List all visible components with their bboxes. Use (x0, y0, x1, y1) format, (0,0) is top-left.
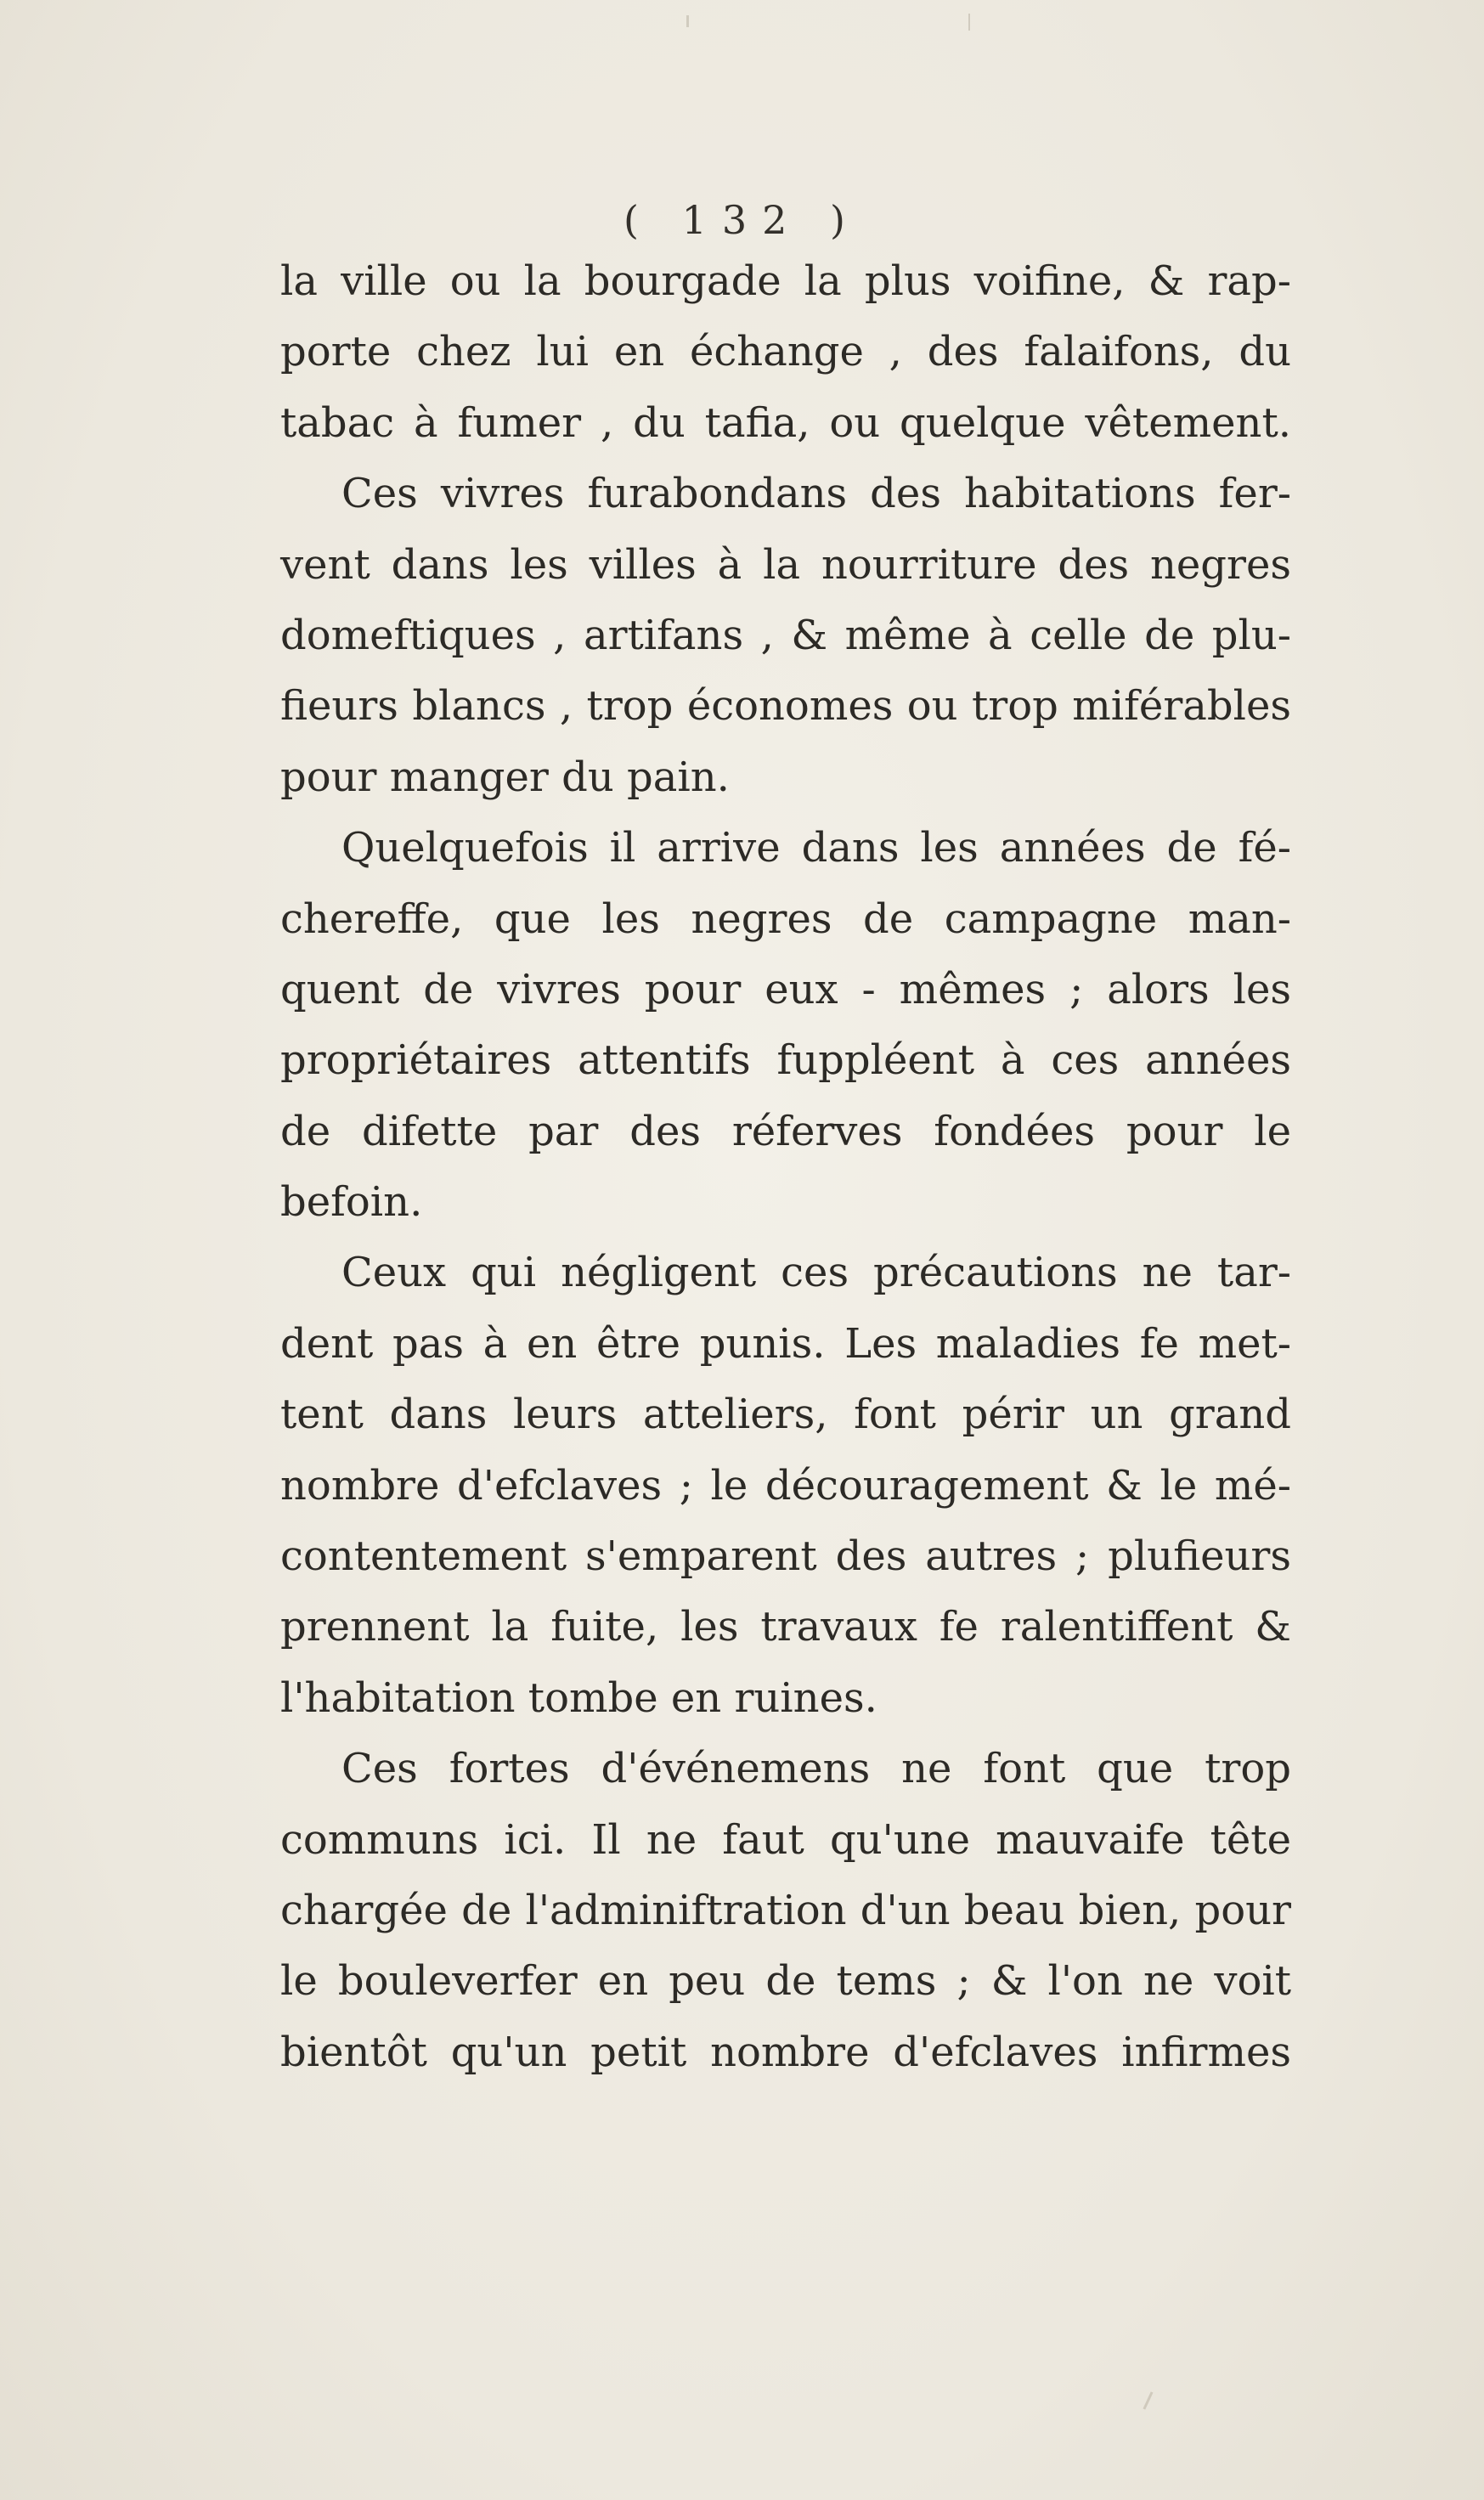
text-line: Quelquefois il arrive dans les années de fé- (341, 824, 1291, 872)
paper-fleck (968, 14, 970, 31)
text-line: fieurs blancs , trop économes ou trop miférables (280, 682, 1291, 731)
body-text (280, 246, 1291, 2088)
text-line: l'habitation tombe en ruines. (280, 1673, 877, 1722)
text-line: pour manger du pain. (280, 753, 730, 801)
text-line: de difette par des réferves fondées pour le (280, 1107, 1291, 1155)
text-line: le bouleverfer en peu de tems ; & l'on ne voit (280, 1957, 1291, 2006)
paper-fleck (1143, 2391, 1153, 2409)
text-line: vent dans les villes à la nourriture des negres (280, 540, 1291, 589)
text-line: contentement s'emparent des autres ; plufieurs (280, 1532, 1291, 1581)
text-line: la ville ou la bourgade la plus voifine, & rap- (280, 257, 1291, 305)
text-line: chargée de l'adminiftration d'un beau bien, pour (280, 1886, 1291, 1934)
text-line: tent dans leurs atteliers, font périr un grand (280, 1391, 1291, 1439)
text-line: tabac à fumer , du tafia, ou quelque vêtement. (280, 398, 1291, 447)
text-line: communs ici. Il ne faut qu'une mauvaife tête (280, 1815, 1291, 1864)
text-line: porte chez lui en échange , des falaifons, du (280, 328, 1291, 376)
text-line: Ceux qui négligent ces précautions ne tar- (341, 1249, 1291, 1297)
text-line: Ces fortes d'événemens ne font que trop (341, 1745, 1291, 1793)
text-line: domeftiques , artifans , & même à celle de plu- (280, 611, 1291, 659)
text-line: nombre d'efclaves ; le découragement & le mé- (280, 1461, 1291, 1510)
text-line: propriétaires attentifs fuppléent à ces années (280, 1036, 1291, 1085)
paper-fleck (686, 15, 689, 27)
text-line: Ces vivres furabondans des habitations fer- (341, 470, 1291, 518)
page-number: ( 132 ) (624, 197, 860, 243)
text-line: bientôt qu'un petit nombre d'efclaves infirmes (280, 2028, 1291, 2076)
text-line: prennent la fuite, les travaux fe ralentiffent & (280, 1603, 1291, 1651)
text-line: chereffe, que les negres de campagne man- (280, 894, 1291, 943)
text-line: quent de vivres pour eux - mêmes ; alors les (280, 965, 1291, 1013)
text-line: befoin. (280, 1178, 423, 1227)
text-line: dent pas à en être punis. Les maladies fe met- (280, 1319, 1291, 1368)
